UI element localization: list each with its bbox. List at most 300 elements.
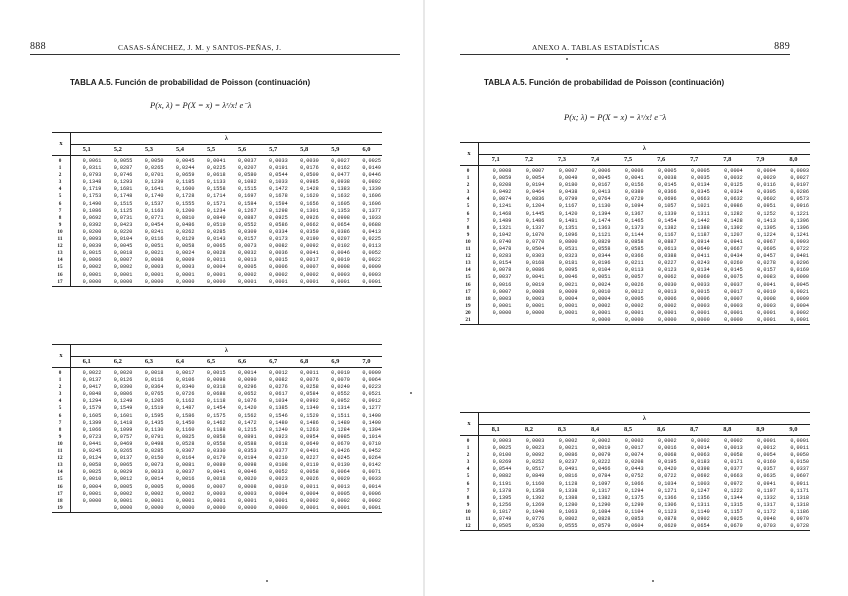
- probability-cell: 0,0015: [82, 250, 102, 257]
- probability-cell: 0,0208: [624, 459, 644, 466]
- probability-cell: 0,0967: [757, 238, 776, 245]
- probability-cell: 0,0033: [691, 281, 710, 288]
- probability-cell: 0,0194: [237, 455, 257, 462]
- probability-cell: 0,0098: [237, 462, 257, 469]
- probability-cell: 0,0095: [558, 267, 578, 274]
- probability-cell: 0,1034: [657, 480, 677, 487]
- x-value: 2: [460, 452, 479, 459]
- probability-cell: 0,0001: [206, 497, 226, 504]
- probability-cell: 0,0003: [691, 302, 710, 309]
- x-value: 16: [52, 484, 71, 491]
- x-value: 8: [460, 225, 479, 232]
- lambda-value-header: 6,2: [102, 357, 133, 368]
- probability-cell: 0,1263: [300, 426, 319, 433]
- probability-cell: 0,0126: [113, 377, 133, 384]
- probability-cell: 0,0389: [624, 189, 644, 196]
- probability-cell: 0,0005: [331, 490, 350, 497]
- probability-cell: 0,1579: [82, 405, 102, 412]
- probability-cell: 0,0227: [657, 260, 677, 267]
- probability-cell: 0,0006: [657, 295, 677, 302]
- probability-cell: 0,0005: [144, 483, 164, 490]
- probability-cell: 0,0162: [331, 165, 350, 172]
- probability-cell: 0,1383: [331, 186, 350, 193]
- header-section-text: ANEXO A. TABLAS ESTADÍSTICAS: [532, 43, 660, 52]
- probability-cell: 0,0007: [492, 288, 512, 295]
- probability-cell: 0,1472: [269, 186, 288, 193]
- probability-cell: 0,0108: [269, 462, 288, 469]
- probability-cell: 0,0001: [269, 497, 288, 504]
- probability-cell: 0,0073: [144, 462, 164, 469]
- lambda-value-header: 5,5: [196, 145, 227, 156]
- probability-cell: 0,0722: [657, 473, 677, 480]
- probability-cell: 0,0025: [82, 469, 102, 476]
- probability-cell: 0,1388: [691, 224, 710, 231]
- probability-cell: 0,0052: [362, 250, 381, 257]
- probability-cell: 0,0285: [144, 448, 164, 455]
- probability-cell: 0,1123: [657, 508, 677, 515]
- probability-cell: 0,0580: [237, 172, 257, 179]
- poisson-table-2: [52, 344, 382, 513]
- probability-cell: 0,0528: [175, 440, 195, 447]
- probability-cell: 0,0309: [237, 228, 257, 235]
- table-row: [460, 445, 810, 452]
- table-row: [460, 495, 810, 502]
- x-value: 6: [52, 413, 71, 420]
- x-value: 8: [460, 495, 479, 502]
- probability-cell: 0,0731: [113, 214, 133, 221]
- probability-cell: 0,0003: [206, 490, 226, 497]
- probability-cell: 0,1375: [624, 494, 644, 501]
- probability-cell: 0,0245: [331, 455, 350, 462]
- table-row: [460, 509, 810, 516]
- probability-cell: 0,0441: [82, 440, 102, 447]
- probability-cell: 0,0912: [362, 398, 381, 405]
- probability-cell: 0,0058: [175, 243, 195, 250]
- x-value: 1: [460, 445, 479, 452]
- probability-cell: 0,0000: [525, 309, 545, 316]
- lambda-value-header: 6,0: [351, 145, 382, 156]
- probability-cell: 0,1487: [175, 405, 195, 412]
- probability-cell: 0,0016: [175, 476, 195, 483]
- probability-cell: 0,0286: [790, 189, 809, 196]
- probability-cell: 0,1121: [591, 231, 611, 238]
- probability-cell: 0,0107: [790, 182, 809, 189]
- probability-cell: 0,1571: [206, 200, 226, 207]
- probability-cell: 0,1311: [691, 501, 710, 508]
- probability-cell: 0,0041: [206, 469, 226, 476]
- x-value: 1: [52, 165, 71, 172]
- probability-cell: 0,0032: [237, 250, 257, 257]
- table-row: [460, 189, 810, 196]
- x-value: 7: [52, 420, 71, 427]
- probability-cell: 0,0002: [558, 438, 578, 444]
- probability-cell: 0,0003: [525, 295, 545, 302]
- x-value: 9: [52, 434, 71, 441]
- probability-cell: 0,0227: [300, 455, 319, 462]
- x-value: 4: [460, 466, 479, 473]
- probability-cell: 0,0064: [331, 469, 350, 476]
- table-row: [460, 203, 810, 210]
- probability-cell: 0,1269: [525, 501, 545, 508]
- probability-cell: 0,0481: [790, 253, 809, 260]
- probability-cell: 0,0003: [492, 438, 512, 444]
- x-value: 10: [52, 229, 71, 236]
- table-caption: TABLA A.5. Función de probabilidad de Poisson (continuación): [70, 78, 311, 87]
- probability-cell: 0,0003: [525, 438, 545, 444]
- probability-cell: 0,1606: [362, 200, 381, 207]
- x-value: 11: [52, 236, 71, 243]
- x-value: 11: [460, 516, 479, 523]
- probability-cell: 0,1222: [724, 487, 743, 494]
- x-value: 2: [460, 182, 479, 189]
- probability-cell: 0,0000: [591, 316, 611, 323]
- probability-cell: 0,0466: [591, 466, 611, 473]
- table-row: [52, 172, 382, 179]
- probability-cell: 0,0810: [175, 214, 195, 221]
- probability-cell: 0,0007: [300, 264, 319, 271]
- lambda-value-header: 6,3: [133, 357, 164, 368]
- probability-cell: 0,1221: [790, 210, 809, 217]
- probability-cell: 0,0941: [757, 480, 776, 487]
- probability-cell: 0,0305: [757, 189, 776, 196]
- probability-cell: 0,0726: [175, 391, 195, 398]
- table-row: [52, 208, 382, 215]
- probability-cell: 0,0002: [624, 438, 644, 444]
- probability-cell: 0,0010: [591, 288, 611, 295]
- probability-cell: 0,0604: [624, 523, 644, 530]
- probability-cell: 0,0588: [237, 440, 257, 447]
- table-row: [52, 272, 382, 279]
- probability-cell: 0,0925: [269, 214, 288, 221]
- probability-cell: 0,0015: [269, 257, 288, 264]
- probability-cell: 0,0276: [269, 384, 288, 391]
- probability-cell: 0,0607: [790, 473, 809, 480]
- probability-cell: 0,0029: [757, 175, 776, 182]
- table-row: [460, 282, 810, 289]
- probability-cell: 0,0045: [591, 175, 611, 182]
- probability-cell: 0,0853: [624, 516, 644, 523]
- probability-cell: 0,0008: [331, 264, 350, 271]
- probability-cell: 0,1349: [300, 405, 319, 412]
- probability-cell: 0,0046: [558, 274, 578, 281]
- x-value: 14: [52, 257, 71, 264]
- probability-cell: 0,0800: [558, 238, 578, 245]
- x-value: 17: [52, 279, 71, 287]
- lambda-value-header: 6,9: [320, 357, 351, 368]
- probability-cell: 0,0001: [757, 316, 776, 323]
- probability-cell: 0,1167: [558, 203, 578, 210]
- probability-cell: 0,0452: [362, 448, 381, 455]
- probability-cell: 0,0002: [362, 497, 381, 504]
- probability-cell: 0,0194: [525, 182, 545, 189]
- probability-cell: 0,0323: [558, 253, 578, 260]
- lambda-value-header: 8,0: [777, 155, 810, 166]
- probability-cell: 0,0029: [113, 469, 133, 476]
- lambda-value-header: 8,7: [678, 425, 711, 436]
- probability-cell: 0,1605: [82, 412, 102, 419]
- table-row: [52, 413, 382, 420]
- probability-cell: 0,0728: [790, 523, 809, 530]
- probability-cell: 0,0090: [237, 377, 257, 384]
- probability-cell: 0,1435: [144, 419, 164, 426]
- probability-cell: 0,0013: [331, 483, 350, 490]
- probability-cell: 0,0438: [558, 189, 578, 196]
- probability-cell: 0,0544: [492, 466, 512, 473]
- probability-cell: 0,0074: [624, 452, 644, 459]
- probability-cell: 0,0002: [269, 271, 288, 278]
- probability-cell: 0,0000: [206, 504, 226, 511]
- probability-cell: 0,0004: [724, 168, 743, 174]
- probability-cell: 0,0004: [757, 168, 776, 174]
- probability-cell: 0,0002: [691, 438, 710, 444]
- table-row: [52, 405, 382, 412]
- probability-cell: 0,0171: [724, 459, 743, 466]
- x-value: 6: [460, 481, 479, 488]
- probability-cell: 0,0005: [657, 168, 677, 174]
- probability-cell: 0,0359: [300, 228, 319, 235]
- probability-cell: 0,0009: [790, 295, 809, 302]
- table-row: [460, 225, 810, 232]
- probability-cell: 0,1294: [624, 487, 644, 494]
- probability-cell: 0,1282: [724, 210, 743, 217]
- probability-cell: 0,0771: [144, 214, 164, 221]
- probability-cell: 0,0012: [757, 445, 776, 452]
- probability-cell: 0,1490: [362, 412, 381, 419]
- probability-cell: 0,0992: [300, 398, 319, 405]
- probability-cell: 0,0116: [144, 377, 164, 384]
- probability-cell: 0,1511: [331, 412, 350, 419]
- probability-cell: 0,0001: [362, 504, 381, 511]
- probability-cell: 0,1160: [175, 426, 195, 433]
- probability-cell: 0,1395: [492, 494, 512, 501]
- lambda-value-header: 8,3: [545, 425, 578, 436]
- probability-cell: 0,1066: [82, 426, 102, 433]
- lambda-value-header: 5,4: [164, 145, 195, 156]
- probability-cell: 0,1420: [558, 210, 578, 217]
- probability-cell: 0,0517: [525, 466, 545, 473]
- probability-cell: 0,0398: [691, 466, 710, 473]
- probability-cell: 0,0307: [175, 448, 195, 455]
- probability-cell: 0,1271: [657, 487, 677, 494]
- lambda-value-header: 5,2: [102, 145, 133, 156]
- probability-cell: 0,0948: [757, 516, 776, 523]
- probability-cell: 0,0062: [657, 274, 677, 281]
- probability-cell: [545, 317, 578, 325]
- probability-cell: 0,0891: [237, 433, 257, 440]
- table-row: [460, 182, 810, 189]
- probability-cell: 0,0092: [300, 243, 319, 250]
- probability-cell: 0,0089: [206, 462, 226, 469]
- x-value: 9: [460, 502, 479, 509]
- probability-cell: 0,0196: [591, 260, 611, 267]
- probability-cell: 0,0070: [331, 377, 350, 384]
- table-caption: TABLA A.5. Función de probabilidad de Poisson (continuación): [484, 78, 725, 87]
- probability-cell: 0,0882: [492, 473, 512, 480]
- probability-cell: 0,0688: [206, 391, 226, 398]
- x-value: 12: [52, 455, 71, 462]
- x-value: 13: [52, 462, 71, 469]
- probability-cell: 0,0003: [790, 168, 809, 174]
- right-page: [424, 0, 848, 596]
- probability-cell: 0,0004: [558, 295, 578, 302]
- probability-cell: 0,0055: [113, 158, 133, 164]
- scan-speck: [410, 392, 412, 394]
- probability-cell: 0,0701: [144, 172, 164, 179]
- table-row: [460, 481, 810, 488]
- probability-cell: 0,1163: [144, 207, 164, 214]
- probability-cell: 0,1519: [144, 405, 164, 412]
- probability-cell: 0,0659: [175, 172, 195, 179]
- probability-cell: 0,0776: [525, 516, 545, 523]
- probability-cell: 0,1558: [206, 186, 226, 193]
- x-value: 17: [460, 289, 479, 296]
- probability-cell: 0,1515: [237, 186, 257, 193]
- probability-cell: 0,0413: [591, 189, 611, 196]
- probability-cell: 0,1338: [558, 487, 578, 494]
- probability-cell: 0,0752: [624, 473, 644, 480]
- probability-cell: 0,0024: [175, 250, 195, 257]
- probability-cell: 0,0061: [82, 158, 102, 164]
- probability-cell: 0,0157: [237, 236, 257, 243]
- probability-cell: 0,0640: [691, 246, 710, 253]
- probability-cell: 0,0017: [624, 445, 644, 452]
- probability-cell: 0,0740: [492, 238, 512, 245]
- probability-cell: 0,0519: [206, 221, 226, 228]
- probability-cell: 0,0011: [790, 445, 809, 452]
- probability-cell: 0,1318: [790, 494, 809, 501]
- poisson-table-1: [460, 142, 810, 325]
- table-row: [52, 222, 382, 229]
- probability-cell: 0,0635: [757, 473, 776, 480]
- probability-cell: 0,1555: [175, 200, 195, 207]
- probability-cell: 0,0344: [591, 253, 611, 260]
- x-value: 17: [52, 491, 71, 498]
- probability-cell: 0,0679: [331, 440, 350, 447]
- scan-speck: [266, 580, 268, 582]
- probability-cell: 0,0829: [591, 238, 611, 245]
- x-column-header: x: [52, 345, 71, 368]
- probability-cell: 0,0746: [113, 172, 133, 179]
- probability-cell: 0,0390: [113, 384, 133, 391]
- x-value: 5: [52, 193, 71, 200]
- probability-cell: 0,0014: [362, 483, 381, 490]
- probability-cell: 0,0007: [724, 295, 743, 302]
- probability-cell: 0,0941: [724, 238, 743, 245]
- probability-cell: 0,0262: [175, 228, 195, 235]
- probability-cell: 0,1247: [691, 487, 710, 494]
- x-value: 3: [52, 391, 71, 398]
- table-row: [460, 166, 810, 176]
- probability-cell: 0,1714: [206, 193, 226, 200]
- x-value: 10: [460, 239, 479, 246]
- probability-cell: 0,0210: [269, 455, 288, 462]
- probability-cell: 0,0464: [525, 189, 545, 196]
- probability-cell: 0,0006: [591, 168, 611, 174]
- probability-cell: 0,0030: [657, 281, 677, 288]
- probability-cell: 0,0154: [492, 260, 512, 267]
- probability-cell: 0,0710: [362, 440, 381, 447]
- probability-cell: 0,1740: [144, 193, 164, 200]
- probability-cell: 0,0985: [300, 179, 319, 186]
- probability-cell: 0,0009: [558, 288, 578, 295]
- probability-cell: 0,0001: [790, 316, 809, 323]
- probability-cell: 0,0001: [525, 302, 545, 309]
- probability-cell: 0,0093: [82, 236, 102, 243]
- probability-cell: 0,0005: [237, 264, 257, 271]
- probability-cell: 0,0003: [237, 490, 257, 497]
- probability-cell: 0,1042: [492, 231, 512, 238]
- probability-cell: 0,0552: [237, 221, 257, 228]
- x-value: 14: [52, 469, 71, 476]
- probability-cell: 0,0207: [237, 165, 257, 172]
- probability-cell: 0,0692: [82, 214, 102, 221]
- probability-cell: 0,1515: [113, 200, 133, 207]
- probability-cell: 0,0041: [300, 250, 319, 257]
- probability-cell: 0,1063: [558, 508, 578, 515]
- probability-cell: 0,1486: [525, 217, 545, 224]
- lambda-value-header: 8,1: [479, 425, 513, 436]
- x-value: 4: [460, 196, 479, 203]
- probability-cell: 0,0102: [331, 243, 350, 250]
- probability-cell: 0,0723: [82, 433, 102, 440]
- probability-cell: 0,1332: [757, 494, 776, 501]
- probability-cell: 0,0001: [144, 271, 164, 278]
- probability-cell: 0,1586: [175, 412, 195, 419]
- probability-cell: 0,0237: [558, 459, 578, 466]
- probability-cell: 0,1490: [82, 200, 102, 207]
- x-value: 3: [52, 179, 71, 186]
- probability-cell: 0,1076: [237, 398, 257, 405]
- probability-cell: 0,1293: [113, 179, 133, 186]
- probability-cell: 0,0116: [144, 236, 164, 243]
- probability-cell: 0,0082: [269, 243, 288, 250]
- probability-cell: 0,0010: [331, 370, 350, 376]
- probability-cell: 0,0652: [237, 391, 257, 398]
- probability-cell: 0,0207: [331, 236, 350, 243]
- probability-cell: 0,1318: [790, 501, 809, 508]
- x-value: 8: [52, 215, 71, 222]
- probability-cell: 0,1445: [525, 210, 545, 217]
- probability-cell: 0,0012: [269, 370, 288, 376]
- probability-cell: 0,0168: [525, 260, 545, 267]
- probability-cell: 0,1549: [113, 405, 133, 412]
- probability-cell: 0,0002: [113, 490, 133, 497]
- table-row: [52, 498, 382, 505]
- probability-cell: 0,0629: [657, 523, 677, 530]
- probability-cell: 0,0030: [300, 158, 319, 164]
- probability-cell: 0,0692: [691, 473, 710, 480]
- probability-cell: 0,0911: [790, 480, 809, 487]
- probability-cell: 0,1162: [175, 398, 195, 405]
- probability-cell: 0,0002: [113, 264, 133, 271]
- probability-cell: 0,1304: [362, 426, 381, 433]
- lambda-value-header: 6,8: [289, 357, 320, 368]
- table-row: [460, 296, 810, 303]
- probability-cell: 0,1337: [525, 224, 545, 231]
- probability-cell: 0,0469: [113, 440, 133, 447]
- probability-cell: 0,1277: [362, 405, 381, 412]
- probability-cell: 0,0001: [237, 278, 257, 285]
- lambda-value-header: 5,8: [289, 145, 320, 156]
- probability-cell: 0,0081: [175, 462, 195, 469]
- probability-cell: 0,1356: [691, 494, 710, 501]
- probability-cell: 0,0265: [113, 448, 133, 455]
- probability-cell: 0,0068: [657, 452, 677, 459]
- probability-cell: 0,0176: [300, 165, 319, 172]
- x-value: 7: [52, 208, 71, 215]
- probability-cell: 0,0010: [269, 483, 288, 490]
- probability-cell: 0,0001: [300, 504, 319, 511]
